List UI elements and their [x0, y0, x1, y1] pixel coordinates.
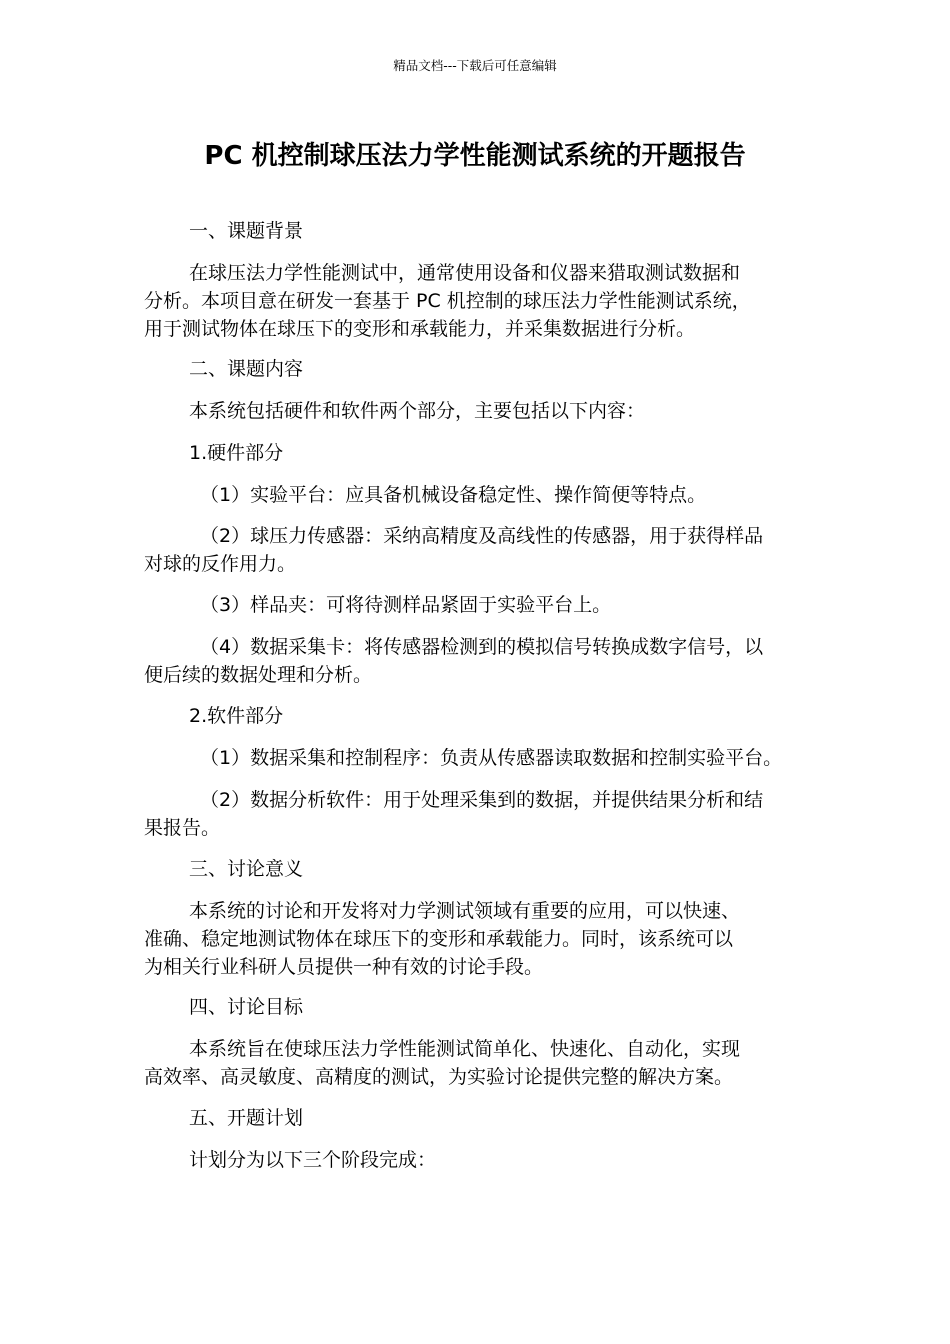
item-line: （1）数据采集和控制程序：负责从传感器读取数据和控制实验平台。	[200, 747, 783, 769]
hardware-item	[144, 591, 824, 619]
item-line: （4）数据采集卡：将传感器检测到的模拟信号转换成数字信号，以	[200, 636, 764, 658]
paragraph-line: 高效率、高灵敏度、高精度的测试，为实验讨论提供完整的解决方案。	[144, 1066, 734, 1088]
software-item	[144, 744, 824, 772]
item-line: （3）样品夹：可将待测样品紧固于实验平台上。	[200, 594, 612, 616]
hardware-item	[144, 481, 824, 509]
section-heading-content: 二、课题内容	[189, 358, 304, 380]
paragraph-line: 准确、稳定地测试物体在球压下的变形和承载能力。同时，该系统可以	[144, 928, 734, 950]
plan-paragraph: 计划分为以下三个阶段完成：	[189, 1149, 437, 1171]
paragraph-line: 本系统旨在使球压法力学性能测试简单化、快速化、自动化，实现	[189, 1038, 741, 1060]
section-heading-objectives: 四、讨论目标	[189, 996, 304, 1018]
item-line: 对球的反作用力。	[144, 553, 297, 575]
page-header: 精品文档---下载后可任意编辑	[393, 58, 557, 73]
objectives-paragraph	[144, 1035, 824, 1091]
document-title: PC 机控制球压法力学性能测试系统的开题报告	[204, 141, 746, 171]
item-line: （1）实验平台：应具备机械设备稳定性、操作简便等特点。	[200, 484, 707, 506]
item-line: 果报告。	[144, 817, 221, 839]
section-heading-background: 一、课题背景	[189, 220, 304, 242]
section-heading-plan: 五、开题计划	[189, 1107, 304, 1129]
item-line: （2）数据分析软件：用于处理采集到的数据，并提供结果分析和结	[200, 789, 764, 811]
paragraph-line: 本系统的讨论和开发将对力学测试领域有重要的应用，可以快速、	[189, 900, 741, 922]
paragraph-line: 分析。本项目意在研发一套基于 PC 机控制的球压法力学性能测试系统，	[144, 290, 751, 312]
item-line: （2）球压力传感器：采纳高精度及高线性的传感器，用于获得样品	[200, 525, 764, 547]
software-item	[144, 786, 824, 842]
content-intro: 本系统包括硬件和软件两个部分，主要包括以下内容：	[189, 400, 646, 422]
section-heading-significance: 三、讨论意义	[189, 858, 304, 880]
software-heading: 2.软件部分	[189, 705, 284, 727]
paragraph-line: 为相关行业科研人员提供一种有效的讨论手段。	[144, 956, 544, 978]
hardware-item	[144, 522, 824, 578]
background-paragraph	[144, 259, 824, 343]
significance-paragraph	[144, 897, 824, 981]
paragraph-line: 用于测试物体在球压下的变形和承载能力，并采集数据进行分析。	[144, 318, 696, 340]
paragraph-line: 在球压法力学性能测试中，通常使用设备和仪器来猎取测试数据和	[189, 262, 741, 284]
item-line: 便后续的数据处理和分析。	[144, 664, 373, 686]
hardware-item	[144, 633, 824, 689]
hardware-heading: 1.硬件部分	[189, 442, 284, 464]
